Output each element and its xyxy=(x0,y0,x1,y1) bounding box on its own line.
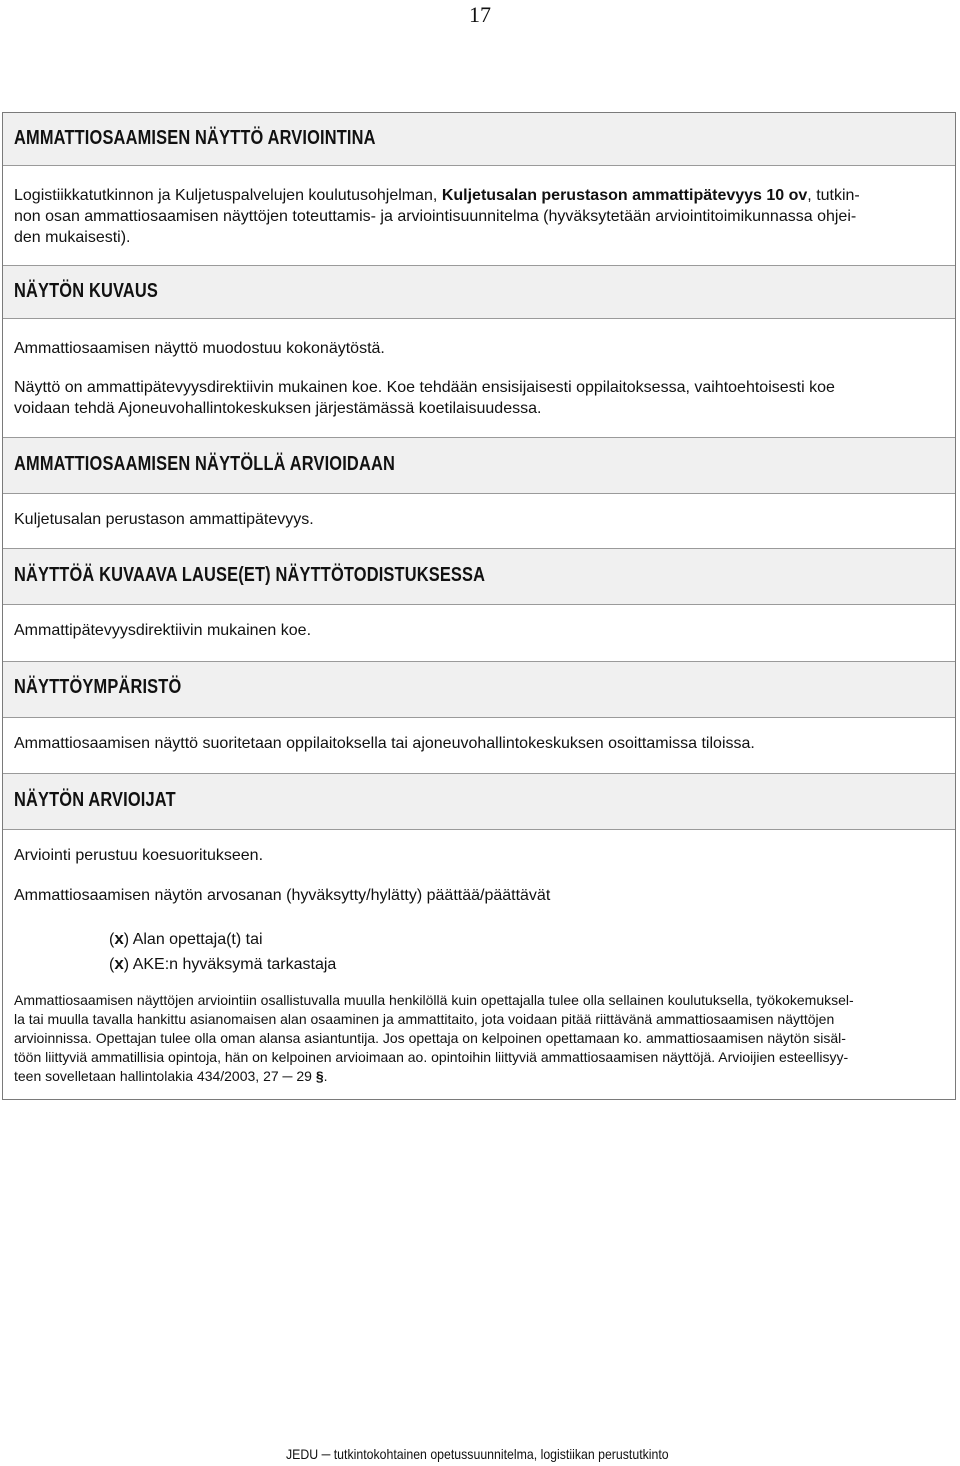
intro-line-1 xyxy=(14,185,860,206)
note-line-5-text: teen sovelletaan hallintolakia 434/2003, 27 ─ 29 xyxy=(14,1068,316,1084)
intro-text-a: Logistiikkatutkinnon ja Kuljetuspalvelujen koulutusohjelman, xyxy=(14,187,442,204)
kuvaus-p2-line2: voidaan tehdä Ajoneuvohallintokeskuksen järjestämässä koetilaisuudessa. xyxy=(14,400,542,417)
option-inspector-text: AKE:n hyväksymä tarkastaja xyxy=(132,956,337,973)
arvioidaan-title: AMMATTIOSAAMISEN NÄYTÖLLÄ ARVIOIDAAN xyxy=(14,453,395,475)
main-title-band xyxy=(3,113,955,166)
lause-title: NÄYTTÖÄ KUVAAVA LAUSE(ET) NÄYTTÖTODISTUKSESSA xyxy=(14,564,486,586)
option-teacher-mark: x xyxy=(114,929,124,948)
kuvaus-p2-line1: Näyttö on ammattipätevyysdirektiivin mukainen koe. Koe tehdään ensisijaisesti oppilaitoksessa, vaihtoehtoisesti koe xyxy=(14,379,835,396)
note-line-4: töön liittyviä ammatillisia opintoja, hän on kelpoinen arvioimaan ao. opintoihin liittyviä ammattiosaamisen näyttöjä. Arvioijien esteellisyy- xyxy=(14,1049,849,1065)
note-line-2: la tai muulla tavalla hankittu asianomaisen alan osaaminen ja ammattitaito, jota voidaan pitää riittävänä ammattiosaamisen näyttöjen xyxy=(14,1011,835,1027)
kuvaus-title: NÄYTÖN KUVAUS xyxy=(14,280,158,302)
section-sign: § xyxy=(315,1068,324,1084)
lause-p1: Ammattipätevyysdirektiivin mukainen koe. xyxy=(14,622,312,639)
option-teacher-text: Alan opettaja(t) tai xyxy=(132,931,263,948)
intro-line-2: non osan ammattiosaamisen näyttöjen toteuttamis- ja arviointisuunnitelma (hyväksytetään arviointitoimikunnassa ohjei- xyxy=(14,208,857,225)
arvioijat-p1: Arviointi perustuu koesuoritukseen. xyxy=(14,847,264,864)
note-line-5 xyxy=(14,1067,328,1086)
main-title: AMMATTIOSAAMISEN NÄYTTÖ ARVIOINTINA xyxy=(14,127,376,149)
page-footer: JEDU ─ tutkintokohtainen opetussuunnitelma, logistiikan perustutkinto xyxy=(286,1446,669,1462)
intro-qualification: Kuljetusalan perustason ammattipätevyys 10 ov xyxy=(441,187,808,204)
page-number: 17 xyxy=(469,2,491,27)
note-line-5-end: . xyxy=(323,1068,328,1084)
arvioijat-title: NÄYTÖN ARVIOIJAT xyxy=(14,789,176,811)
arvioidaan-band xyxy=(3,437,955,494)
note-line-1: Ammattiosaamisen näyttöjen arviointiin osallistuvalla muulla henkilöllä kuin opettajalla tulee olla sellainen koulutuksella, työkokemuksel- xyxy=(14,992,854,1008)
kuvaus-p1: Ammattiosaamisen näyttö muodostuu kokonäytöstä. xyxy=(14,340,385,357)
lause-band xyxy=(3,548,955,605)
document-frame xyxy=(2,112,956,1100)
kuvaus-band xyxy=(3,265,955,319)
note-line-3: arvioinnissa. Opettajan tulee olla oman alansa asiantuntija. Jos opettaja on kelpoinen opettamaan ko. ammattiosaamisen näytön sisäl- xyxy=(14,1030,846,1046)
ymparisto-p1: Ammattiosaamisen näyttö suoritetaan oppilaitoksella tai ajoneuvohallintokeskuksen osoittamissa tiloissa. xyxy=(14,735,755,752)
option-inspector: (x) AKE:n hyväksymä tarkastaja xyxy=(109,954,337,973)
option-inspector-mark: x xyxy=(114,954,124,973)
arvioidaan-p1: Kuljetusalan perustason ammattipätevyys. xyxy=(14,511,314,528)
arvioijat-p2: Ammattiosaamisen näytön arvosanan (hyväksytty/hylätty) päättää/päättävät xyxy=(14,887,551,904)
ymparisto-title: NÄYTTÖYMPÄRISTÖ xyxy=(14,676,182,698)
ymparisto-band xyxy=(3,661,955,718)
option-teacher: (x) Alan opettaja(t) tai xyxy=(109,929,263,948)
intro-line-3: den mukaisesti). xyxy=(14,229,131,246)
arvioijat-band xyxy=(3,773,955,830)
intro-text-c: , tutkin- xyxy=(807,187,860,204)
